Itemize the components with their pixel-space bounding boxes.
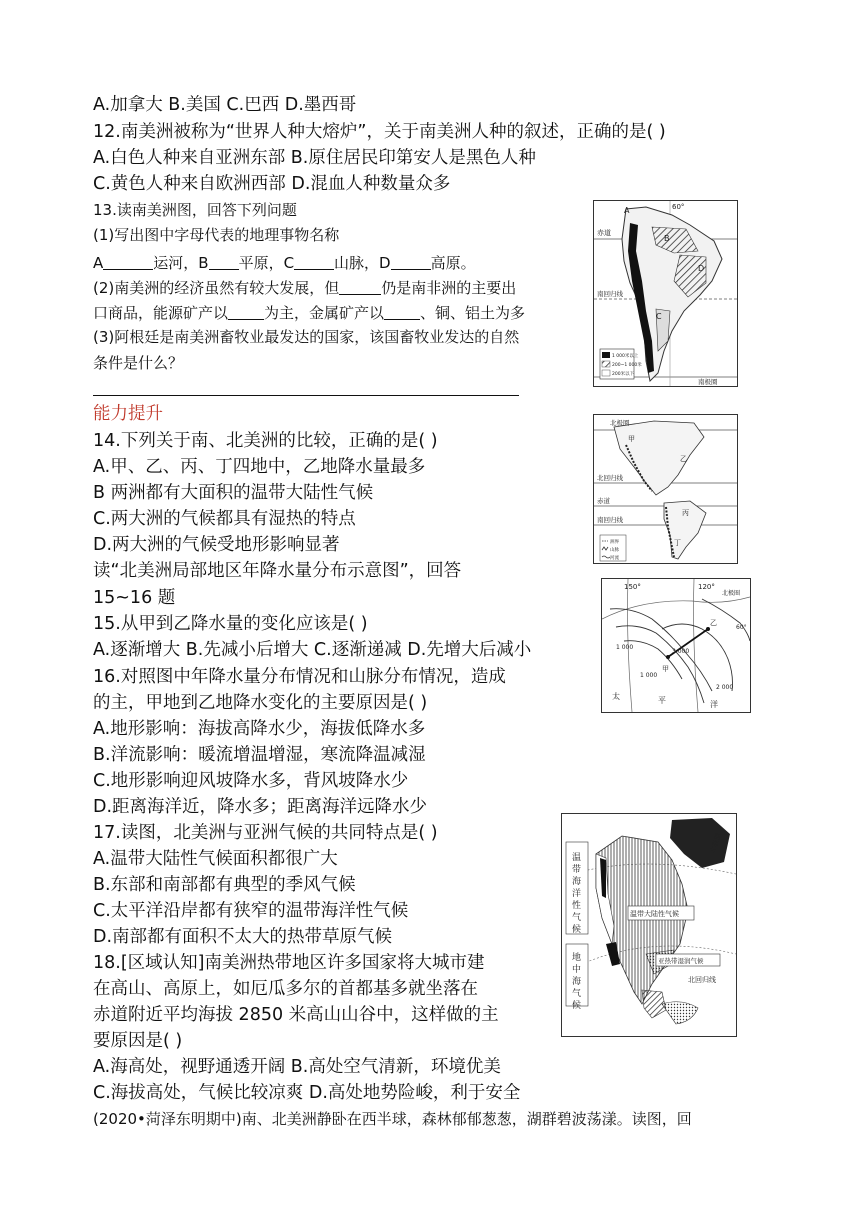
iso-3000: 3 000 [672, 648, 690, 655]
q16-stem-2: 的主，甲地到乙地降水变化的主要原因是( ) [93, 693, 428, 713]
q16-option-b: B.洋流影响：暖流增温增湿，寒流降温减湿 [93, 745, 426, 765]
map-arctic-label: 北极圈 [610, 419, 630, 427]
q13-stem: 13.读南美洲图，回答下列问题 [93, 201, 297, 219]
marine-c6: 气 [572, 913, 582, 923]
label-arctic: 北极圈 [708, 832, 724, 855]
q13-b-tail: 平原，C [238, 254, 295, 272]
lon-120: 120° [698, 583, 715, 591]
marine-c3: 海 [572, 877, 582, 887]
q13-a-label: A [93, 254, 104, 272]
q13-sub2-line2 [93, 304, 525, 321]
legend-river: 河流 [610, 556, 619, 561]
map-tropic-label: 南回归线 [597, 290, 623, 298]
q13-c-tail: 山脉，D [334, 254, 391, 272]
q14-option-c: C.两大洲的气候都具有湿热的特点 [93, 509, 356, 529]
map-tropic-n-label: 北回归线 [597, 474, 623, 482]
q16-stem-1: 16.对照图中年降水量分布情况和山脉分布情况，造成 [93, 667, 506, 687]
answer-line-q13[interactable] [93, 395, 519, 396]
map-legend [600, 349, 642, 379]
med-c4: 气 [572, 989, 582, 999]
answer-blank-c[interactable] [294, 254, 334, 270]
intro15-line1: 读“北美洲局部地区年降水量分布示意图”，回答 [93, 561, 462, 581]
ocean-char-1: 太 [612, 692, 620, 701]
med-c2: 中 [572, 965, 582, 975]
q16-option-d: D.距离海洋近，降水多；距离海洋远降水少 [93, 797, 428, 817]
marine-c5: 性 [572, 901, 582, 911]
americas-map [593, 414, 738, 564]
intro15-line2: 15~16 题 [93, 588, 176, 608]
map-tropic-s-label: 南回归线 [597, 516, 623, 524]
q18-options-ab: A.海高处，视野通透开阔 B.高处空气清新，环境优美 [93, 1057, 501, 1077]
q17-option-a: A.温带大陆性气候面积都很广大 [93, 849, 338, 869]
north-america-climate-map [561, 813, 737, 1037]
q18-line3: 赤道附近平均海拔 2850 米高山山谷中，这样做的主 [93, 1005, 499, 1025]
label-marine-climate [572, 852, 584, 935]
ocean-char-3: 洋 [710, 700, 718, 709]
label-continental: 温带大陆性气候 [630, 910, 679, 918]
q13-a-tail: 运河，B [153, 254, 209, 272]
map-label-a: A [624, 206, 630, 215]
place-jia-2: 甲 [662, 665, 669, 673]
q13-sub1-answers [93, 254, 476, 271]
label-tropic: 北回归线 [688, 976, 716, 984]
legend-high: 1 000米以上 [612, 354, 639, 359]
map-label-b: B [664, 234, 670, 243]
q14-option-b: B 两洲都有大面积的温带大陆性气候 [93, 483, 374, 503]
med-c3: 海 [572, 977, 582, 987]
q16-option-c: C.地形影响迎风坡降水多，背风坡降水少 [93, 771, 409, 791]
q18-line2: 在高山、高原上，如厄瓜多尔的首都基多就坐落在 [93, 979, 478, 999]
q16-option-a: A.地形影响：海拔高降水少，海拔低降水多 [93, 719, 426, 739]
q14-stem: 14.下列关于南、北美洲的比较，正确的是( ) [93, 431, 438, 451]
q12-options-ab: A.白色人种来自亚洲东部 B.原住居民印第安人是黑色人种 [93, 148, 536, 168]
marine-c4: 洋 [572, 889, 582, 899]
q17-stem: 17.读图，北美洲与亚洲气候的共同特点是( ) [93, 823, 438, 843]
lat-60: 60° [736, 624, 747, 631]
place-bing: 丙 [682, 509, 689, 517]
q18-options-cd: C.海拔高处，气候比较凉爽 D.高处地势险峻，利于安全 [93, 1083, 521, 1103]
iso-1000-a: 1 000 [616, 644, 634, 651]
marine-c2: 带 [572, 865, 582, 875]
q13-sub2-tail2: 、铜、铝土为多 [420, 304, 526, 322]
q18-line4: 要原因是( ) [93, 1031, 183, 1051]
map-label-d: D [698, 264, 705, 273]
q15-stem: 15.从甲到乙降水量的变化应该是( ) [93, 614, 368, 634]
marine-c7: 候 [572, 925, 582, 935]
q17-option-c: C.太平洋沿岸都有狭窄的温带海洋性气候 [93, 901, 409, 921]
q12-stem: 12.南美洲被称为“世界人种大熔炉”，关于南美洲人种的叙述，正确的是( ) [93, 122, 666, 142]
q14-option-a: A.甲、乙、丙、丁四地中，乙地降水量最多 [93, 457, 426, 477]
legend-low: 200米以下 [612, 372, 635, 377]
q13-sub2-head2: 口商品，能源矿产以 [93, 304, 229, 322]
med-c1: 地 [572, 953, 582, 963]
q17-option-b: B.东部和南部都有典型的季风气候 [93, 875, 356, 895]
legend-boundary: 洲界 [610, 540, 619, 545]
answer-blank-metal[interactable] [384, 304, 420, 320]
q13-sub2-mid: 为主，金属矿产以 [264, 304, 385, 322]
place-yi: 乙 [680, 455, 687, 463]
map-lat-label: 60° [672, 203, 685, 211]
place-jia: 甲 [628, 435, 635, 443]
q13-sub2-head: (2)南美洲的经济虽然有较大发展，但 [93, 279, 340, 297]
q15-options: A.逐渐增大 B.先减小后增大 C.逐渐递减 D.先增大后减小 [93, 640, 532, 660]
q12-options-cd: C.黄色人种来自欧洲西部 D.混血人种数量众多 [93, 174, 451, 194]
med-c5: 候 [572, 1001, 582, 1011]
iso-2000: 2 000 [716, 684, 734, 691]
ocean-char-2: 平 [658, 696, 666, 705]
q14-option-d: D.两大洲的气候受地形影响显著 [93, 535, 340, 555]
q17-option-d: D.南部都有面积不太大的热带草原气候 [93, 927, 393, 947]
answer-blank-a[interactable] [103, 254, 153, 270]
q13-sub3-line1: (3)阿根廷是南美洲畜牧业最发达的国家，该国畜牧业发达的自然 [93, 328, 520, 346]
map-circle-label: 南极圈 [698, 378, 718, 386]
iso-1000-b: 1 000 [640, 672, 658, 679]
q13-sub3-line2: 条件是什么？ [93, 354, 184, 372]
answer-blank-export[interactable] [339, 279, 381, 295]
answer-blank-b[interactable] [209, 254, 239, 270]
map-equator-label-2: 赤道 [597, 497, 610, 505]
precipitation-map [601, 578, 751, 713]
q13-sub2-line1 [93, 279, 516, 296]
map-arctic-label-3: 北极圈 [722, 590, 741, 597]
map-legend-2 [600, 535, 626, 561]
place-yi-2: 乙 [710, 619, 717, 627]
place-ding: 丁 [674, 539, 681, 547]
footer-note: (2020•菏泽东明期中)南、北美洲静卧在西半球，森林郁郁葱葱，湖群碧波荡漾。读图，回 [93, 1110, 692, 1128]
q13-sub1: (1)写出图中字母代表的地理事物名称 [93, 226, 340, 244]
legend-mountain: 山脉 [610, 548, 619, 553]
section-heading: 能力提升 [93, 404, 163, 424]
answer-blank-d[interactable] [391, 254, 431, 270]
answer-blank-energy[interactable] [228, 304, 264, 320]
legend-mid: 200~1 000米 [612, 363, 642, 368]
marine-c1: 温 [572, 853, 582, 863]
q13-sub2-tail: 仍是南非洲的主要出 [381, 279, 517, 297]
lon-150: 150° [624, 583, 641, 591]
label-subtropical: 亚热带湿润气候 [658, 957, 704, 965]
map-equator-label: 赤道 [597, 229, 611, 237]
q18-line1: 18.[区域认知]南美洲热带地区许多国家将大城市建 [93, 953, 485, 973]
map-label-c: C [656, 312, 662, 321]
q13-d-tail: 高原。 [430, 254, 476, 272]
south-america-map [593, 200, 738, 387]
q11-options: A.加拿大 B.美国 C.巴西 D.墨西哥 [93, 95, 357, 115]
